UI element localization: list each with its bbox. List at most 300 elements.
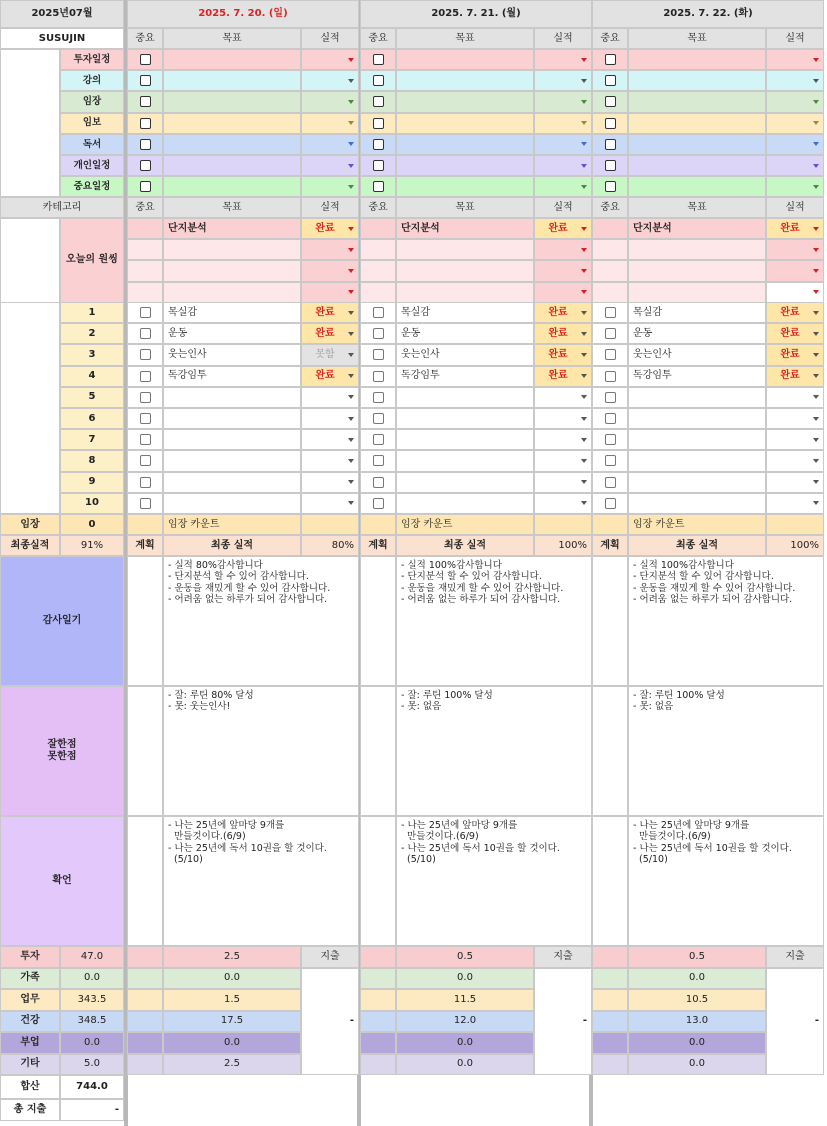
gratitude-text[interactable]: - 실적 100%감사합니다 - 단지분석 할 수 있어 감사합니다. - 운동을 재밌게 할 수 있어 감사합니다. - 어려움 없는 하루가 되어 감사합니다. bbox=[628, 556, 824, 686]
routine-goal-input[interactable] bbox=[628, 408, 766, 429]
spend-blank bbox=[127, 946, 163, 968]
dropdown-arrow-icon[interactable] bbox=[348, 164, 354, 168]
routine-checkbox[interactable] bbox=[373, 477, 384, 488]
routine-checkbox[interactable] bbox=[373, 392, 384, 403]
routine-checkbox[interactable] bbox=[605, 498, 616, 509]
spend-value[interactable]: 0.0 bbox=[163, 1032, 301, 1054]
schedule-checkbox-cell bbox=[592, 91, 628, 112]
routine-checkbox[interactable] bbox=[605, 371, 616, 382]
routine-checkbox[interactable] bbox=[140, 349, 151, 360]
routine-checkbox[interactable] bbox=[140, 477, 151, 488]
dropdown-arrow-icon[interactable] bbox=[581, 501, 587, 505]
routine-result-dropdown[interactable] bbox=[766, 472, 824, 493]
routine-result-dropdown[interactable] bbox=[766, 344, 824, 365]
best-important-cell bbox=[127, 239, 163, 260]
spend-value[interactable]: 0.5 bbox=[628, 946, 766, 968]
best-result-dropdown[interactable] bbox=[301, 282, 359, 303]
schedule-checkbox-cell bbox=[360, 176, 396, 197]
routine-goal-input[interactable]: 웃는인사 bbox=[163, 344, 301, 365]
routine-result-dropdown[interactable] bbox=[534, 493, 592, 514]
spend-value[interactable]: 17.5 bbox=[163, 1011, 301, 1033]
best-result-dropdown[interactable] bbox=[534, 260, 592, 281]
spend-value[interactable]: 0.0 bbox=[628, 1054, 766, 1076]
routine-result-dropdown[interactable] bbox=[766, 450, 824, 471]
dropdown-arrow-icon[interactable] bbox=[348, 395, 354, 399]
dropdown-arrow-icon[interactable] bbox=[348, 417, 354, 421]
dropdown-arrow-icon[interactable] bbox=[348, 248, 354, 252]
best-goal-input[interactable]: 단지분석 bbox=[628, 218, 766, 239]
best-goal-input[interactable] bbox=[396, 239, 534, 260]
routine-checkbox[interactable] bbox=[373, 328, 384, 339]
schedule-checkbox[interactable] bbox=[605, 96, 616, 107]
dropdown-arrow-icon[interactable] bbox=[348, 438, 354, 442]
schedule-result-dropdown[interactable] bbox=[766, 91, 824, 112]
schedule-goal-input[interactable] bbox=[628, 70, 766, 91]
routine-goal-input[interactable] bbox=[628, 472, 766, 493]
gratitude-text[interactable]: - 실적 80%감사합니다 - 단지분석 할 수 있어 감사합니다. - 운동을 재밌게 할 수 있어 감사합니다. - 어려움 없는 하루가 되어 감사합니다. bbox=[163, 556, 359, 686]
affirm-text[interactable]: - 나는 25년에 앞마당 9개를 만들것이다.(6/9) - 나는 25년에 독서 10권을 할 것이다. (5/10) bbox=[163, 816, 359, 946]
spend-value[interactable]: 2.5 bbox=[163, 1054, 301, 1076]
routine-result-dropdown[interactable] bbox=[301, 366, 359, 387]
routine-checkbox[interactable] bbox=[605, 434, 616, 445]
schedule-checkbox[interactable] bbox=[373, 96, 384, 107]
best-goal-input[interactable]: 단지분석 bbox=[163, 218, 301, 239]
dropdown-arrow-icon[interactable] bbox=[581, 100, 587, 104]
best-result-dropdown[interactable] bbox=[766, 260, 824, 281]
col-important-header: 중요 bbox=[592, 28, 628, 49]
routine-checkbox[interactable] bbox=[373, 498, 384, 509]
total-expense-value: - bbox=[60, 1099, 124, 1121]
routine-checkbox[interactable] bbox=[373, 349, 384, 360]
dropdown-arrow-icon[interactable] bbox=[581, 374, 587, 378]
best-goal-input[interactable] bbox=[628, 282, 766, 303]
dropdown-arrow-icon[interactable] bbox=[813, 417, 819, 421]
dropdown-arrow-icon[interactable] bbox=[813, 58, 819, 62]
routine-checkbox[interactable] bbox=[373, 307, 384, 318]
schedule-goal-input[interactable] bbox=[628, 49, 766, 70]
dropdown-arrow-icon[interactable] bbox=[348, 121, 354, 125]
routine-checkbox-cell bbox=[127, 493, 163, 514]
routine-result-dropdown[interactable] bbox=[766, 302, 824, 323]
routine-goal-input[interactable]: 웃는인사 bbox=[396, 344, 534, 365]
routine-result-dropdown[interactable] bbox=[534, 366, 592, 387]
dropdown-arrow-icon[interactable] bbox=[581, 227, 587, 231]
routine-result-dropdown[interactable] bbox=[766, 408, 824, 429]
routine-result-dropdown[interactable] bbox=[301, 408, 359, 429]
dropdown-arrow-icon[interactable] bbox=[581, 185, 587, 189]
dropdown-arrow-icon[interactable] bbox=[813, 459, 819, 463]
spend-value[interactable]: 0.0 bbox=[396, 1054, 534, 1076]
dropdown-arrow-icon[interactable] bbox=[581, 121, 587, 125]
schedule-result-dropdown[interactable] bbox=[534, 134, 592, 155]
routine-result-dropdown[interactable] bbox=[301, 493, 359, 514]
routine-result-dropdown[interactable] bbox=[766, 387, 824, 408]
dropdown-arrow-icon[interactable] bbox=[813, 332, 819, 336]
routine-result-dropdown[interactable] bbox=[534, 450, 592, 471]
schedule-checkbox[interactable] bbox=[140, 139, 151, 150]
routine-goal-input[interactable]: 목실감 bbox=[163, 302, 301, 323]
spend-value[interactable]: 1.5 bbox=[163, 989, 301, 1011]
best-result-dropdown[interactable] bbox=[766, 218, 824, 239]
best-result-dropdown[interactable] bbox=[301, 260, 359, 281]
routine-checkbox[interactable] bbox=[373, 371, 384, 382]
dropdown-arrow-icon[interactable] bbox=[581, 142, 587, 146]
dropdown-arrow-icon[interactable] bbox=[348, 501, 354, 505]
dropdown-arrow-icon[interactable] bbox=[348, 311, 354, 315]
routine-checkbox[interactable] bbox=[140, 392, 151, 403]
spend-value[interactable]: 0.0 bbox=[628, 968, 766, 990]
dropdown-arrow-icon[interactable] bbox=[348, 269, 354, 273]
schedule-result-dropdown[interactable] bbox=[766, 155, 824, 176]
schedule-goal-input[interactable] bbox=[163, 176, 301, 197]
best-result-dropdown[interactable] bbox=[534, 282, 592, 303]
routine-checkbox-cell bbox=[360, 323, 396, 344]
routine-result-dropdown[interactable] bbox=[534, 429, 592, 450]
routine-checkbox[interactable] bbox=[605, 349, 616, 360]
spend-value[interactable]: 0.5 bbox=[396, 946, 534, 968]
dropdown-arrow-icon[interactable] bbox=[581, 290, 587, 294]
spend-value[interactable]: 11.5 bbox=[396, 989, 534, 1011]
spend-value[interactable]: 2.5 bbox=[163, 946, 301, 968]
routine-goal-input[interactable] bbox=[163, 472, 301, 493]
schedule-goal-input[interactable] bbox=[396, 70, 534, 91]
best-goal-input[interactable] bbox=[628, 260, 766, 281]
dropdown-arrow-icon[interactable] bbox=[581, 58, 587, 62]
routine-result-dropdown[interactable] bbox=[301, 344, 359, 365]
dropdown-arrow-icon[interactable] bbox=[581, 248, 587, 252]
schedule-checkbox-cell bbox=[592, 155, 628, 176]
routine-goal-input[interactable] bbox=[396, 472, 534, 493]
spend-category-total: 0.0 bbox=[60, 1032, 124, 1054]
routine-checkbox-cell bbox=[360, 344, 396, 365]
dropdown-arrow-icon[interactable] bbox=[813, 248, 819, 252]
routine-checkbox[interactable] bbox=[140, 413, 151, 424]
spend-value[interactable]: 0.0 bbox=[163, 968, 301, 990]
affirm-text[interactable]: - 나는 25년에 앞마당 9개를 만들것이다.(6/9) - 나는 25년에 독서 10권을 할 것이다. (5/10) bbox=[396, 816, 592, 946]
col-goal-header: 목표 bbox=[396, 197, 534, 218]
routine-result-dropdown[interactable] bbox=[301, 450, 359, 471]
routine-goal-input[interactable] bbox=[163, 429, 301, 450]
routine-goal-input[interactable]: 목실감 bbox=[628, 302, 766, 323]
result-chip: 완료 bbox=[780, 222, 800, 234]
routine-checkbox[interactable] bbox=[140, 371, 151, 382]
imjang-blank bbox=[301, 514, 359, 535]
routine-checkbox-cell bbox=[592, 302, 628, 323]
best-goal-input[interactable]: 단지분석 bbox=[396, 218, 534, 239]
routine-goal-input[interactable]: 목실감 bbox=[396, 302, 534, 323]
schedule-result-dropdown[interactable] bbox=[534, 176, 592, 197]
routine-checkbox[interactable] bbox=[140, 498, 151, 509]
schedule-goal-input[interactable] bbox=[396, 155, 534, 176]
dropdown-arrow-icon[interactable] bbox=[581, 395, 587, 399]
schedule-goal-input[interactable] bbox=[396, 134, 534, 155]
routine-goal-input[interactable] bbox=[628, 429, 766, 450]
schedule-result-dropdown[interactable] bbox=[766, 70, 824, 91]
dropdown-arrow-icon[interactable] bbox=[348, 374, 354, 378]
dropdown-arrow-icon[interactable] bbox=[813, 395, 819, 399]
schedule-result-dropdown[interactable] bbox=[766, 176, 824, 197]
dropdown-arrow-icon[interactable] bbox=[348, 100, 354, 104]
routine-checkbox[interactable] bbox=[140, 328, 151, 339]
routine-result-dropdown[interactable] bbox=[534, 408, 592, 429]
routine-goal-input[interactable] bbox=[163, 408, 301, 429]
gratitude-text[interactable]: - 실적 100%감사합니다 - 단지분석 할 수 있어 감사합니다. - 운동을 재밌게 할 수 있어 감사합니다. - 어려움 없는 하루가 되어 감사합니다. bbox=[396, 556, 592, 686]
routine-checkbox[interactable] bbox=[605, 392, 616, 403]
schedule-result-dropdown[interactable] bbox=[301, 49, 359, 70]
routine-goal-input[interactable] bbox=[396, 450, 534, 471]
best-result-dropdown[interactable] bbox=[301, 218, 359, 239]
spend-category-label: 기타 bbox=[0, 1054, 60, 1076]
dropdown-arrow-icon[interactable] bbox=[813, 185, 819, 189]
best-result-dropdown[interactable] bbox=[534, 239, 592, 260]
schedule-checkbox[interactable] bbox=[605, 75, 616, 86]
routine-result-dropdown[interactable] bbox=[301, 302, 359, 323]
schedule-checkbox[interactable] bbox=[605, 160, 616, 171]
dropdown-arrow-icon[interactable] bbox=[813, 142, 819, 146]
review-text[interactable]: - 잘: 루틴 100% 달성 - 못: 없음 bbox=[628, 686, 824, 816]
routine-result-dropdown[interactable] bbox=[301, 429, 359, 450]
dropdown-arrow-icon[interactable] bbox=[348, 185, 354, 189]
schedule-checkbox[interactable] bbox=[140, 96, 151, 107]
routine-goal-input[interactable] bbox=[396, 429, 534, 450]
routine-goal-input[interactable] bbox=[628, 387, 766, 408]
routine-goal-input[interactable]: 독강임투 bbox=[628, 366, 766, 387]
spend-value[interactable]: 10.5 bbox=[628, 989, 766, 1011]
gratitude-label: 감사일기 bbox=[0, 556, 124, 686]
routine-goal-input[interactable] bbox=[396, 408, 534, 429]
routine-checkbox[interactable] bbox=[373, 455, 384, 466]
schedule-goal-input[interactable] bbox=[628, 91, 766, 112]
best-goal-input[interactable] bbox=[396, 282, 534, 303]
spend-value[interactable]: 12.0 bbox=[396, 1011, 534, 1033]
schedule-result-dropdown[interactable] bbox=[301, 91, 359, 112]
schedule-result-dropdown[interactable] bbox=[534, 70, 592, 91]
routine-result-dropdown[interactable] bbox=[534, 323, 592, 344]
schedule-checkbox[interactable] bbox=[373, 118, 384, 129]
routine-goal-input[interactable]: 독강임투 bbox=[396, 366, 534, 387]
review-text[interactable]: - 잘: 루틴 80% 달성 - 못: 웃는인사! bbox=[163, 686, 359, 816]
dropdown-arrow-icon[interactable] bbox=[348, 290, 354, 294]
routine-checkbox[interactable] bbox=[605, 455, 616, 466]
routine-checkbox-cell bbox=[360, 302, 396, 323]
routine-checkbox-cell bbox=[127, 472, 163, 493]
routine-goal-input[interactable] bbox=[396, 493, 534, 514]
dropdown-arrow-icon[interactable] bbox=[581, 417, 587, 421]
dropdown-arrow-icon[interactable] bbox=[581, 79, 587, 83]
dropdown-arrow-icon[interactable] bbox=[581, 332, 587, 336]
dropdown-arrow-icon[interactable] bbox=[813, 480, 819, 484]
schedule-checkbox[interactable] bbox=[140, 181, 151, 192]
schedule-result-dropdown[interactable] bbox=[301, 134, 359, 155]
schedule-goal-input[interactable] bbox=[163, 70, 301, 91]
schedule-checkbox[interactable] bbox=[605, 181, 616, 192]
schedule-result-dropdown[interactable] bbox=[534, 49, 592, 70]
schedule-checkbox[interactable] bbox=[605, 54, 616, 65]
schedule-goal-input[interactable] bbox=[628, 113, 766, 134]
schedule-result-dropdown[interactable] bbox=[534, 155, 592, 176]
spend-value[interactable]: 0.0 bbox=[396, 1032, 534, 1054]
best-result-dropdown[interactable] bbox=[301, 239, 359, 260]
best-important-cell bbox=[127, 260, 163, 281]
result-chip: 완료 bbox=[548, 348, 568, 360]
routine-goal-input[interactable]: 웃는인사 bbox=[628, 344, 766, 365]
spend-category-total: 343.5 bbox=[60, 989, 124, 1011]
dropdown-arrow-icon[interactable] bbox=[348, 353, 354, 357]
schedule-goal-input[interactable] bbox=[163, 49, 301, 70]
dropdown-arrow-icon[interactable] bbox=[813, 374, 819, 378]
routine-goal-input[interactable] bbox=[628, 493, 766, 514]
spend-blank bbox=[592, 1011, 628, 1033]
routine-goal-input[interactable] bbox=[163, 493, 301, 514]
schedule-goal-input[interactable] bbox=[163, 91, 301, 112]
schedule-result-dropdown[interactable] bbox=[301, 176, 359, 197]
routine-result-dropdown[interactable] bbox=[301, 472, 359, 493]
schedule-goal-input[interactable] bbox=[628, 134, 766, 155]
routine-checkbox[interactable] bbox=[605, 328, 616, 339]
dropdown-arrow-icon[interactable] bbox=[581, 311, 587, 315]
schedule-result-dropdown[interactable] bbox=[301, 155, 359, 176]
dropdown-arrow-icon[interactable] bbox=[813, 438, 819, 442]
spend-value[interactable]: 13.0 bbox=[628, 1011, 766, 1033]
routine-checkbox[interactable] bbox=[373, 413, 384, 424]
schedule-checkbox[interactable] bbox=[605, 118, 616, 129]
best-goal-input[interactable] bbox=[396, 260, 534, 281]
routine-goal-input[interactable]: 운동 bbox=[396, 323, 534, 344]
review-label-bad: 못한점 bbox=[47, 751, 77, 762]
spend-value[interactable]: 0.0 bbox=[396, 968, 534, 990]
routine-result-dropdown[interactable] bbox=[534, 302, 592, 323]
dropdown-arrow-icon[interactable] bbox=[813, 501, 819, 505]
schedule-goal-input[interactable] bbox=[163, 134, 301, 155]
routine-checkbox[interactable] bbox=[605, 477, 616, 488]
routine-checkbox[interactable] bbox=[140, 455, 151, 466]
dropdown-arrow-icon[interactable] bbox=[813, 100, 819, 104]
routine-result-dropdown[interactable] bbox=[766, 366, 824, 387]
dropdown-arrow-icon[interactable] bbox=[581, 438, 587, 442]
routine-checkbox[interactable] bbox=[140, 434, 151, 445]
schedule-checkbox-cell bbox=[592, 176, 628, 197]
schedule-checkbox[interactable] bbox=[140, 160, 151, 171]
spend-value[interactable]: 0.0 bbox=[628, 1032, 766, 1054]
routine-result-dropdown[interactable] bbox=[301, 387, 359, 408]
dropdown-arrow-icon[interactable] bbox=[348, 480, 354, 484]
best-goal-input[interactable] bbox=[163, 260, 301, 281]
spend-blank bbox=[360, 1054, 396, 1076]
dropdown-arrow-icon[interactable] bbox=[348, 332, 354, 336]
schedule-checkbox[interactable] bbox=[373, 181, 384, 192]
routine-goal-input[interactable] bbox=[163, 387, 301, 408]
dropdown-arrow-icon[interactable] bbox=[813, 353, 819, 357]
dropdown-arrow-icon[interactable] bbox=[581, 269, 587, 273]
col-important-header: 중요 bbox=[360, 28, 396, 49]
routine-result-dropdown[interactable] bbox=[534, 387, 592, 408]
schedule-result-dropdown[interactable] bbox=[766, 113, 824, 134]
schedule-checkbox[interactable] bbox=[140, 75, 151, 86]
schedule-checkbox[interactable] bbox=[140, 118, 151, 129]
routine-result-dropdown[interactable] bbox=[534, 472, 592, 493]
schedule-checkbox[interactable] bbox=[605, 139, 616, 150]
routine-result-dropdown[interactable] bbox=[766, 429, 824, 450]
schedule-result-dropdown[interactable] bbox=[301, 113, 359, 134]
spend-category-label: 부업 bbox=[0, 1032, 60, 1054]
schedule-goal-input[interactable] bbox=[628, 155, 766, 176]
routine-goal-input[interactable] bbox=[628, 450, 766, 471]
schedule-checkbox[interactable] bbox=[140, 54, 151, 65]
dropdown-arrow-icon[interactable] bbox=[813, 290, 819, 294]
schedule-checkbox-cell bbox=[592, 49, 628, 70]
dropdown-arrow-icon[interactable] bbox=[813, 311, 819, 315]
dropdown-arrow-icon[interactable] bbox=[348, 142, 354, 146]
schedule-goal-input[interactable] bbox=[396, 49, 534, 70]
dropdown-arrow-icon[interactable] bbox=[581, 353, 587, 357]
routine-checkbox[interactable] bbox=[605, 413, 616, 424]
schedule-goal-input[interactable] bbox=[163, 155, 301, 176]
best-result-dropdown[interactable] bbox=[766, 282, 824, 303]
routine-goal-input[interactable] bbox=[163, 450, 301, 471]
schedule-result-dropdown[interactable] bbox=[766, 49, 824, 70]
review-text[interactable]: - 잘: 루틴 100% 달성 - 못: 없음 bbox=[396, 686, 592, 816]
best-result-dropdown[interactable] bbox=[534, 218, 592, 239]
schedule-checkbox[interactable] bbox=[373, 54, 384, 65]
routine-result-dropdown[interactable] bbox=[534, 344, 592, 365]
dropdown-arrow-icon[interactable] bbox=[348, 459, 354, 463]
routine-goal-input[interactable] bbox=[396, 387, 534, 408]
best-goal-input[interactable] bbox=[163, 239, 301, 260]
spend-blank bbox=[360, 1032, 396, 1054]
routine-checkbox[interactable] bbox=[373, 434, 384, 445]
dropdown-arrow-icon[interactable] bbox=[581, 480, 587, 484]
dropdown-arrow-icon[interactable] bbox=[813, 269, 819, 273]
routine-result-dropdown[interactable] bbox=[301, 323, 359, 344]
schedule-result-dropdown[interactable] bbox=[766, 134, 824, 155]
routine-result-dropdown[interactable] bbox=[766, 493, 824, 514]
routine-checkbox[interactable] bbox=[140, 307, 151, 318]
schedule-result-dropdown[interactable] bbox=[534, 113, 592, 134]
dropdown-arrow-icon[interactable] bbox=[813, 79, 819, 83]
affirm-text[interactable]: - 나는 25년에 앞마당 9개를 만들것이다.(6/9) - 나는 25년에 독서 10권을 할 것이다. (5/10) bbox=[628, 816, 824, 946]
best-goal-input[interactable] bbox=[163, 282, 301, 303]
best-goal-input[interactable] bbox=[628, 239, 766, 260]
dropdown-arrow-icon[interactable] bbox=[581, 164, 587, 168]
dropdown-arrow-icon[interactable] bbox=[813, 164, 819, 168]
dropdown-arrow-icon[interactable] bbox=[813, 121, 819, 125]
schedule-checkbox[interactable] bbox=[373, 139, 384, 150]
dropdown-arrow-icon[interactable] bbox=[348, 58, 354, 62]
result-chip: 완료 bbox=[315, 370, 335, 382]
gratitude-spacer bbox=[127, 556, 163, 686]
schedule-goal-input[interactable] bbox=[396, 113, 534, 134]
schedule-goal-input[interactable] bbox=[163, 113, 301, 134]
schedule-checkbox[interactable] bbox=[373, 160, 384, 171]
dropdown-arrow-icon[interactable] bbox=[348, 227, 354, 231]
schedule-category-label: 중요일정 bbox=[60, 176, 124, 197]
routine-goal-input[interactable]: 운동 bbox=[163, 323, 301, 344]
schedule-result-dropdown[interactable] bbox=[534, 91, 592, 112]
schedule-result-dropdown[interactable] bbox=[301, 70, 359, 91]
routine-goal-input[interactable]: 운동 bbox=[628, 323, 766, 344]
schedule-goal-input[interactable] bbox=[396, 176, 534, 197]
routine-goal-input[interactable]: 독강임투 bbox=[163, 366, 301, 387]
routine-result-dropdown[interactable] bbox=[766, 323, 824, 344]
schedule-checkbox[interactable] bbox=[373, 75, 384, 86]
schedule-goal-input[interactable] bbox=[396, 91, 534, 112]
dropdown-arrow-icon[interactable] bbox=[581, 459, 587, 463]
dropdown-arrow-icon[interactable] bbox=[813, 227, 819, 231]
dropdown-arrow-icon[interactable] bbox=[348, 79, 354, 83]
best-result-dropdown[interactable] bbox=[766, 239, 824, 260]
schedule-goal-input[interactable] bbox=[628, 176, 766, 197]
routine-checkbox[interactable] bbox=[605, 307, 616, 318]
